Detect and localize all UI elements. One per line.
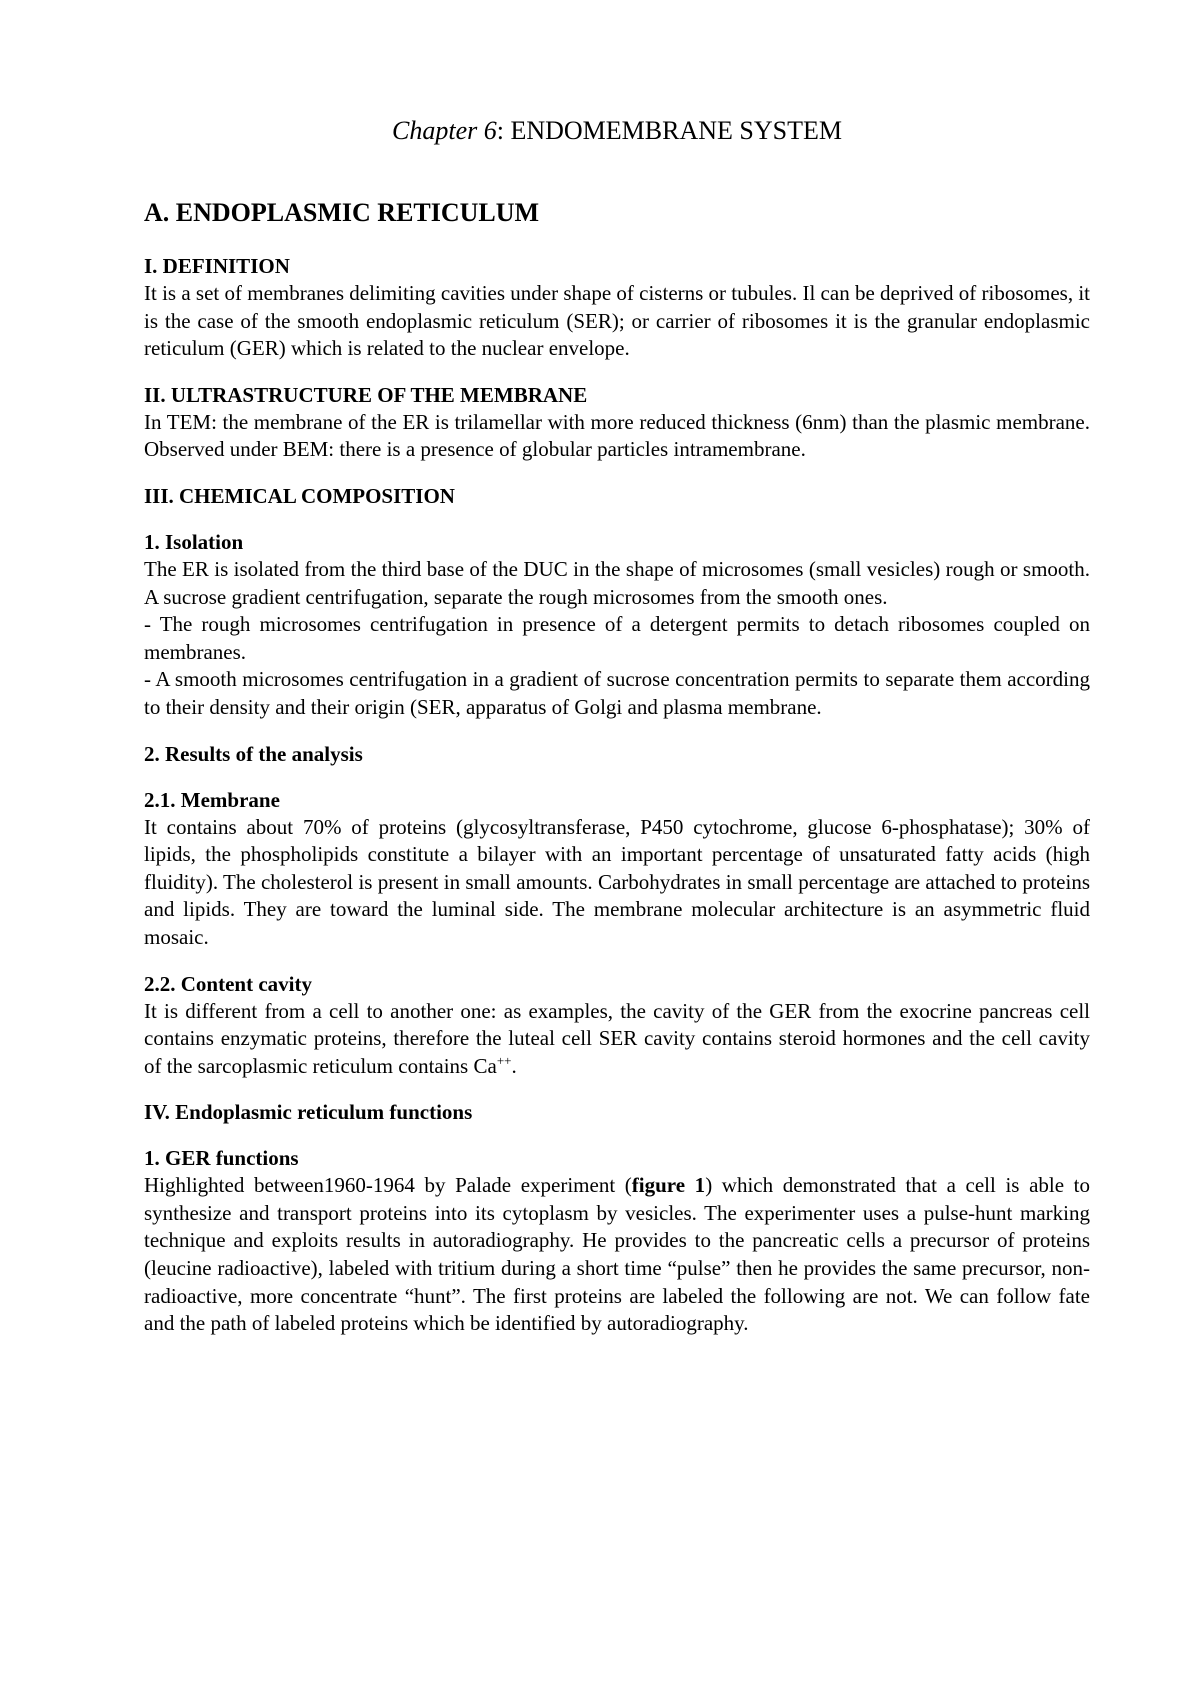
- content-cavity-end: .: [511, 1053, 517, 1078]
- ger-text-before: Highlighted between1960-1964 by Palade experiment (: [144, 1173, 632, 1198]
- isolation-heading: 1. Isolation: [144, 529, 244, 554]
- content-cavity-heading: 2.2. Content cavity: [144, 971, 312, 996]
- document-body: [144, 114, 1090, 1338]
- chapter-title-separator: :: [496, 116, 511, 145]
- ger-functions-heading: 1. GER functions: [144, 1146, 299, 1171]
- definition-heading: I. DEFINITION: [144, 254, 290, 278]
- section-a-heading: A. ENDOPLASMIC RETICULUM: [144, 198, 540, 227]
- chemical-composition-heading: III. CHEMICAL COMPOSITION: [144, 483, 455, 508]
- content-cavity-text: It is different from a cell to another one: as examples, the cavity of the GER from the exocrine pancreas cell contains enzymatic proteins, therefore the luteal cell SER cavity contains steroid hormones and the cell cavity of the sarcoplasmic reticulum contains Ca: [144, 998, 1090, 1078]
- figure-1-reference: figure 1: [631, 1173, 706, 1198]
- calcium-charge-superscript: ++: [496, 1052, 512, 1068]
- functions-heading: IV. Endoplasmic reticulum functions: [144, 1100, 473, 1125]
- isolation-paragraph: The ER is isolated from the third base of the DUC in the shape of microsomes (small vesicles) rough or smooth. A sucrose gradient centrifugation, separate the rough microsomes from the smooth ones.: [144, 556, 1090, 609]
- definition-paragraph: It is a set of membranes delimiting cavities under shape of cisterns or tubules. Il can be deprived of ribosomes, it is the case of the smooth endoplasmic reticulum (SER); or carrier of ribosomes it is the granular endoplasmic reticulum (GER) which is related to the nuclear envelope.: [144, 281, 1090, 361]
- isolation-list-item-1: - The rough microsomes centrifugation in presence of a detergent permits to detach ribosomes coupled on membranes.: [144, 612, 1090, 664]
- ger-functions-paragraph: [144, 1172, 1090, 1338]
- ultrastructure-heading: II. ULTRASTRUCTURE OF THE MEMBRANE: [144, 382, 588, 407]
- membrane-paragraph: It contains about 70% of proteins (glycosyltransferase, P450 cytochrome, glucose 6-phosphatase); 30% of lipids, the phospholipids constitute a bilayer with an important percentage of unsaturated fatty acids (high fluidity). The cholesterol is present in small amounts. Carbohydrates in small percentage are attached to proteins and lipids. They are toward the luminal side. The membrane molecular architecture is an asymmetric fluid mosaic.: [144, 814, 1090, 949]
- isolation-list-item-2: - A smooth microsomes centrifugation in a gradient of sucrose concentration permits to separate them according to their density and their origin (SER, apparatus of Golgi and plasma membrane.: [144, 667, 1090, 719]
- content-cavity-paragraph: [144, 998, 1090, 1081]
- chapter-label: Chapter 6: [392, 116, 497, 145]
- ultrastructure-paragraph: In TEM: the membrane of the ER is trilamellar with more reduced thickness (6nm) than the plasmic membrane. Observed under BEM: there is a presence of globular particles intramembrane.: [144, 409, 1090, 462]
- chapter-title: [144, 114, 1090, 148]
- ger-text-after: ) which demonstrated that a cell is able to synthesize and transport proteins into its cytoplasm by vesicles. The experimenter uses a pulse-hunt marking technique and exploits results in autoradiography. He provides to the pancreatic cells a precursor of proteins (leucine radioactive), labeled with tritium during a short time “pulse” then he provides the same precursor, non-radioactive, more concentrate “hunt”. The first proteins are labeled the following are not. We can follow fate and the path of labeled proteins which be identified by autoradiography.: [144, 1173, 1090, 1336]
- chapter-name: ENDOMEMBRANE SYSTEM: [510, 116, 842, 145]
- membrane-heading: 2.1. Membrane: [144, 787, 280, 812]
- results-heading: 2. Results of the analysis: [144, 741, 363, 766]
